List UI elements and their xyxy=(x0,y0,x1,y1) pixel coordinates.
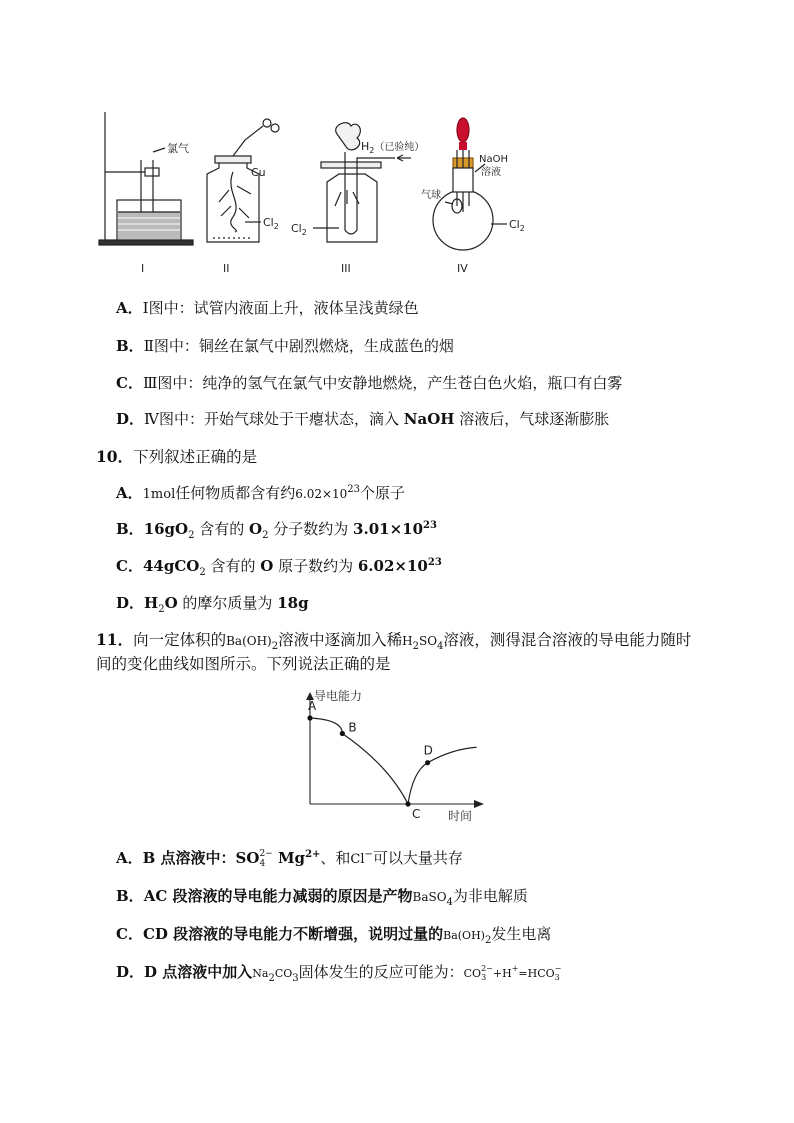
panel-label-1: I xyxy=(141,262,145,275)
point-label-a: A xyxy=(308,699,317,713)
point-label-c: C xyxy=(412,807,421,821)
x-axis-label: 时间 xyxy=(448,809,473,823)
q10-option-c: C．44gCO$_2$ 含有的 O 原子数约为 $6.02\times 10^{23}$ xyxy=(116,557,442,578)
q9-option-a: A．Ⅰ图中：试管内液面上升，液体呈浅黄绿色 xyxy=(116,299,419,317)
q11-stem-line2: 间的变化曲线如图所示。下列说法正确的是 xyxy=(96,655,391,673)
conductivity-chart xyxy=(290,686,500,826)
panel-label-2: II xyxy=(223,262,230,275)
label-solution: 溶液 xyxy=(481,167,501,178)
q9-option-c: C．Ⅲ图中：纯净的氢气在氯气中安静地燃烧，产生苍白色火焰，瓶口有白雾 xyxy=(116,374,623,392)
panel-label-4: IV xyxy=(457,262,468,275)
label-h2: $H_2$（已验纯） xyxy=(361,140,425,155)
q10-option-b: B．$16gO_2$ 含有的 $O_2$ 分子数约为 $3.01\times 10^{23}$ xyxy=(116,520,437,541)
label-cl2-2: $Cl_2$ xyxy=(263,216,279,231)
q11-option-a: A．B 点溶液中：SO 2− 4 $Mg^{2+}$、和Cl−可以大量共存 xyxy=(116,849,463,869)
point-d xyxy=(425,760,430,765)
q10-stem: 10．下列叙述正确的是 xyxy=(96,447,258,466)
q9-option-d: D．Ⅳ图中：开始气球处于干瘪状态，滴入 NaOH 溶液后，气球逐渐膨胀 xyxy=(116,410,610,428)
y-axis-label: 导电能力 xyxy=(314,689,363,703)
q10-option-d: D．$H_2O$ 的摩尔质量为 18g xyxy=(116,594,309,615)
point-label-b: B xyxy=(348,720,357,735)
point-a xyxy=(307,715,312,720)
point-b xyxy=(340,731,345,736)
apparatus-figure xyxy=(95,112,535,277)
label-cl2-3: $Cl_2$ xyxy=(291,222,307,237)
panel-label-3: III xyxy=(341,262,351,275)
q9-option-b: B．Ⅱ图中：铜丝在氯气中剧烈燃烧，生成蓝色的烟 xyxy=(116,337,454,355)
label-chlorine: 氯气 xyxy=(167,142,189,155)
label-naoh: NaOH xyxy=(479,154,508,165)
point-label-d: D xyxy=(423,743,433,758)
label-cu: Cu xyxy=(251,166,266,179)
q11-stem-line1: 11．向一定体积的$Ba(OH)_2$溶液中逐滴加入稀$H_2SO_4$溶液，测得混合溶液的导电能力随时 xyxy=(96,630,692,653)
apparatus-4 xyxy=(433,118,507,250)
x-axis-arrow xyxy=(474,800,484,808)
q11-option-b: B．AC 段溶液的导电能力减弱的原因是产物BaSO$_4$为非电解质 xyxy=(116,887,528,908)
point-c xyxy=(405,801,410,806)
conductivity-curve xyxy=(310,718,477,804)
label-cl2-4: $Cl_2$ xyxy=(509,218,525,233)
label-balloon: 气球 xyxy=(421,190,441,201)
q10-option-a: A．1mol任何物质都含有约$6.02\times 10^{23}$个原子 xyxy=(116,484,406,502)
q11-option-c: C．CD 段溶液的导电能力不断增强，说明过量的$Ba(OH)_2$发生电离 xyxy=(116,925,552,946)
apparatus-1 xyxy=(99,112,193,245)
q11-option-d: D．D 点溶液中加入$Na_2CO_3$固体发生的反应可能为：CO 2− 3 +H+=HCO − 3 xyxy=(116,963,562,984)
